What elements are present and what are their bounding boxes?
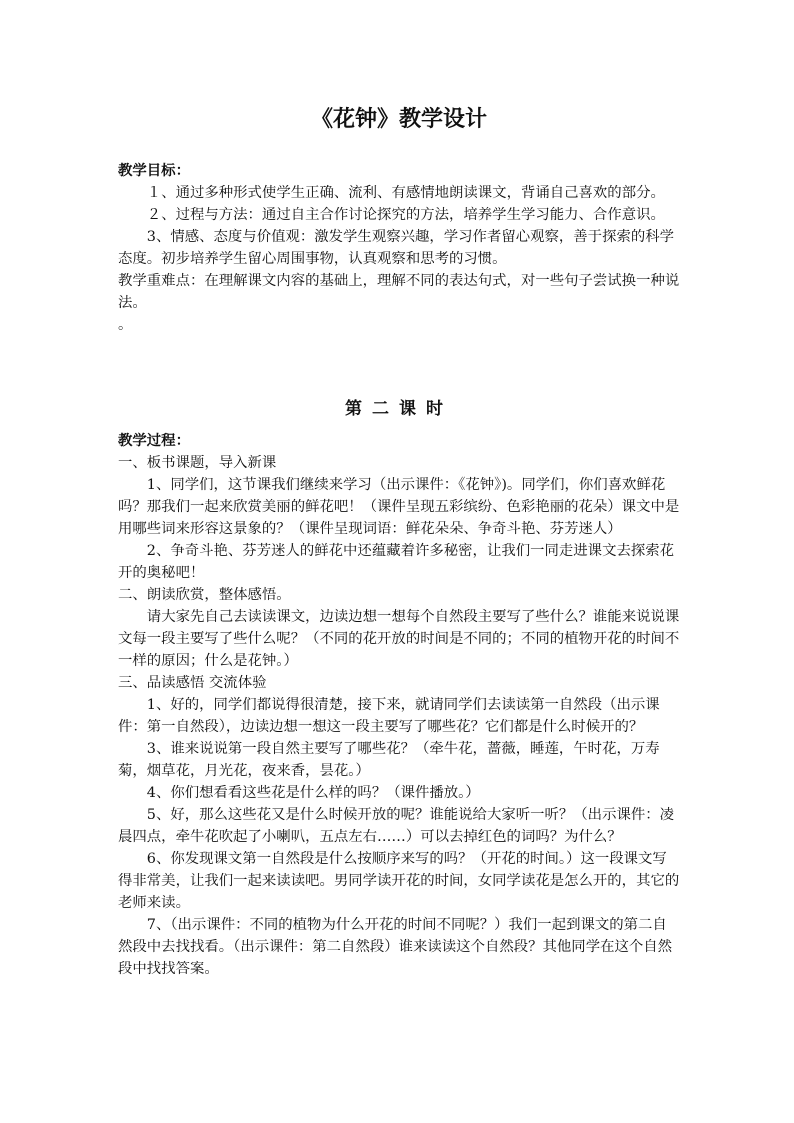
process-step-heading: 三、品读感悟 交流体验 <box>118 675 267 691</box>
process-paragraph: 1、同学们，这节课我们继续来学习（出示课件：《花钟》)。同学们，你们喜欢鲜花吗？那我们一起来欣赏美丽的鲜花吧！（课件呈现五彩缤纷、色彩艳丽的花朵）课文中是用哪些词来形容这景象的？（课件呈现词语：鲜花朵朵、争奇斗艳、芬芳迷人） <box>118 477 680 537</box>
objective-item-1: １、通过多种形式使学生正确、流利、有感情地朗读课文，背诵自己喜欢的部分。 <box>146 185 665 201</box>
process-paragraph: 7、（出示课件：不同的植物为什么开花的时间不同呢？）我们一起到课文的第二自然段中去找找看。（出示课件：第二自然段）谁来读读这个自然段？其他同学在这个自然段中找找答案。 <box>118 917 673 977</box>
process-paragraph: 1、好的，同学们都说得很清楚，接下来，就请同学们去读读第一自然段（出示课件：第一自然段），边读边想一想这一段主要写了哪些花？它们都是什么时候开的？ <box>118 697 660 735</box>
process-paragraph: 4、你们想看看这些花是什么样的吗？（课件播放。） <box>146 785 480 801</box>
lesson-title: 第二课时 <box>345 399 453 419</box>
teaching-process <box>118 430 680 980</box>
process-heading: 教学过程： <box>118 432 190 449</box>
process-paragraph: 3、谁来说说第一段自然主要写了哪些花？（牵牛花，蔷薇，睡莲，午时花，万寿菊，烟草花，月光花，夜来香，昙花。） <box>118 741 660 779</box>
process-step-heading: 二、朗读欣赏，整体感悟。 <box>118 587 291 603</box>
objective-item-2: ２、过程与方法：通过自主合作讨论探究的方法，培养学生学习能力、合作意识。 <box>146 207 665 223</box>
key-points: 教学重难点：在理解课文内容的基础上，理解不同的表达句式，对一些句子尝试换一种说法。 <box>118 273 680 311</box>
teaching-objectives <box>118 160 680 336</box>
objective-item-3: 3、情感、态度与价值观：激发学生观察兴趣，学习作者留心观察，善于探索的科学态度。初步培养学生留心周围事物，认真观察和思考的习惯。 <box>118 229 675 267</box>
process-step-heading: 一、板书课题，导入新课 <box>118 455 277 471</box>
objectives-heading: 教学目标： <box>118 162 190 179</box>
document-title: 《花钟》教学设计 <box>310 106 487 132</box>
process-paragraph: 5、好，那么这些花又是什么时候开放的呢？谁能说给大家听一听？（出示课件：凌晨四点，牵牛花吹起了小喇叭，五点左右……）可以去掉红色的词吗？为什么？ <box>118 807 675 845</box>
trailing-dot: 。 <box>118 317 133 333</box>
process-paragraph: 2、争奇斗艳、芬芳迷人的鲜花中还蕴藏着许多秘密，让我们一同走进课文去探索花开的奥秘吧！ <box>118 543 675 581</box>
process-paragraph: 6、你发现课文第一自然段是什么按顺序来写的吗？（开花的时间。）这一段课文写得非常美，让我们一起来读读吧。男同学读开花的时间，女同学读花是怎么开的，其它的老师来读。 <box>118 851 680 911</box>
process-paragraph: 请大家先自己去读读课文，边读边想一想每个自然段主要写了些什么？谁能来说说课文每一段主要写了些什么呢？（不同的花开放的时间是不同的；不同的植物开花的时间不一样的原因；什么是花钟。） <box>118 609 680 669</box>
